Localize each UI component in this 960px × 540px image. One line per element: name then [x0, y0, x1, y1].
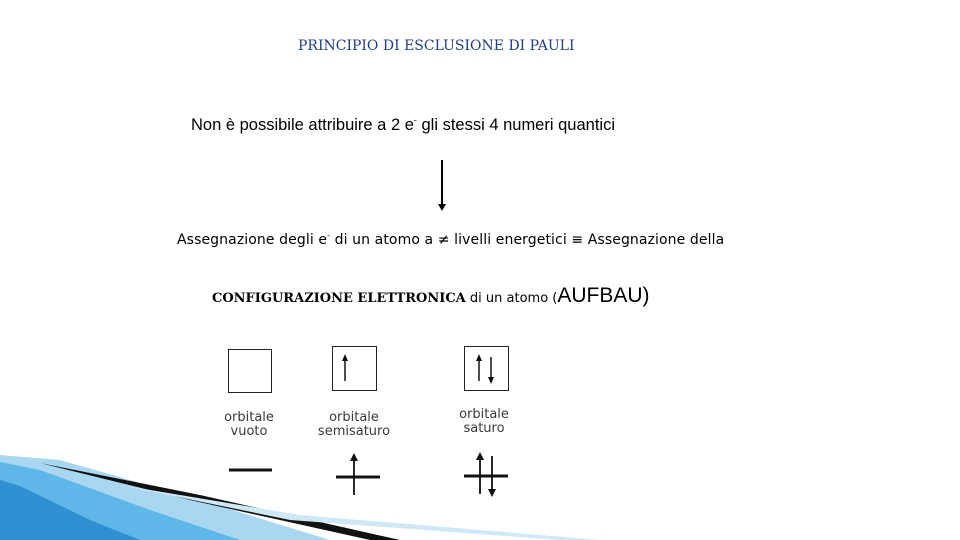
- orbital-label-empty: orbitale vuoto: [224, 410, 274, 439]
- filled-orbital-box: [464, 346, 509, 391]
- filled-orbital-line-icon: [462, 448, 512, 500]
- slide-title: PRINCIPIO DI ESCLUSIONE DI PAULI: [298, 38, 575, 54]
- electron-charge-sup: -: [413, 115, 417, 125]
- half-filled-orbital-line-icon: [334, 450, 384, 500]
- orbital-label-half: orbitale semisaturo: [317, 410, 391, 439]
- spin-pair-arrows-icon: [465, 347, 508, 390]
- empty-orbital-box: [228, 349, 272, 393]
- empty-orbital-line-icon: [228, 460, 274, 480]
- half-filled-orbital-box: [332, 346, 377, 391]
- electron-charge-sup: -: [327, 231, 331, 240]
- orbital-label-full: orbitale saturo: [459, 407, 509, 436]
- assignment-text: Assegnazione degli e- di un atomo a ≠ livelli energetici ≡ Assegnazione della: [177, 231, 725, 248]
- spin-up-arrow-icon: [333, 347, 376, 390]
- pauli-statement: Non è possibile attribuire a 2 e- gli stessi 4 numeri quantici: [191, 115, 615, 134]
- configuration-text: CONFIGURAZIONE ELETTRONICA di un atomo (AUFBAU): [212, 284, 650, 307]
- down-arrow-icon: [432, 158, 452, 214]
